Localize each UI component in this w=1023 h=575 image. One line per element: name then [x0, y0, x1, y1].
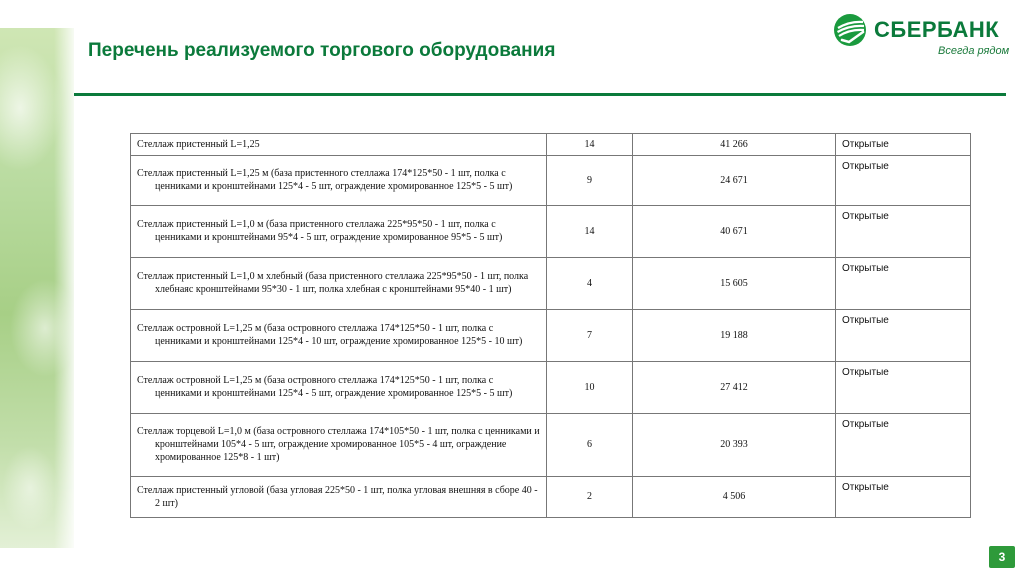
item-qty: 2 [547, 477, 633, 518]
item-qty: 14 [547, 134, 633, 156]
item-name: Стеллаж пристенный L=1,0 м (база пристенного стеллажа 225*95*50 - 1 шт, полка с ценниками и кронштейнами 95*4 - 5 шт, ограждение хромированное 95*5 - 5 шт) [131, 206, 547, 258]
item-name: Стеллаж островной L=1,25 м (база островного стеллажа 174*125*50 - 1 шт, полка с ценниками и кронштейнами 125*4 - 10 шт, ограждение хромированное 125*5 - 10 шт) [131, 310, 547, 362]
item-qty: 7 [547, 310, 633, 362]
item-type: Открытые [836, 362, 971, 414]
table-row [131, 414, 971, 477]
sberbank-logo [832, 12, 1010, 62]
item-price: 20 393 [633, 414, 836, 477]
header-divider [74, 93, 1006, 96]
item-price: 40 671 [633, 206, 836, 258]
page-number-badge: 3 [989, 546, 1015, 568]
item-price: 27 412 [633, 362, 836, 414]
item-price: 24 671 [633, 156, 836, 206]
item-name: Стеллаж пристенный L=1,0 м хлебный (база пристенного стеллажа 225*95*50 - 1 шт, полка хлебнаяс кронштейнами 95*30 - 1 шт, полка хлебная с кронштейнами 95*40 - 1 шт) [131, 258, 547, 310]
item-type: Открытые [836, 156, 971, 206]
item-qty: 9 [547, 156, 633, 206]
item-type: Открытые [836, 134, 971, 156]
item-name: Стеллаж торцевой L=1,0 м (база островного стеллажа 174*105*50 - 1 шт, полка с ценниками и кронштейнами 105*4 - 5 шт, ограждение хромированное 105*5 - 4 шт, ограждение хромированное 125*8 - 1 шт) [131, 414, 547, 477]
item-price: 15 605 [633, 258, 836, 310]
table-row [131, 206, 971, 258]
table-row [131, 310, 971, 362]
item-name: Стеллаж пристенный L=1,25 м (база пристенного стеллажа 174*125*50 - 1 шт, полка с ценниками и кронштейнами 125*4 - 5 шт, ограждение хромированное 125*5 - 5 шт) [131, 156, 547, 206]
table-row [131, 156, 971, 206]
item-name: Стеллаж островной L=1,25 м (база островного стеллажа 174*125*50 - 1 шт, полка с ценниками и кронштейнами 125*4 - 5 шт, ограждение хромированное 125*5 - 5 шт) [131, 362, 547, 414]
equipment-table [130, 133, 971, 518]
item-type: Открытые [836, 310, 971, 362]
item-type: Открытые [836, 414, 971, 477]
item-type: Открытые [836, 258, 971, 310]
decorative-side-strip [0, 28, 74, 548]
item-price: 41 266 [633, 134, 836, 156]
item-qty: 6 [547, 414, 633, 477]
table-row [131, 477, 971, 518]
table-row [131, 134, 971, 156]
item-price: 4 506 [633, 477, 836, 518]
table-row [131, 258, 971, 310]
table-row [131, 362, 971, 414]
item-type: Открытые [836, 206, 971, 258]
item-qty: 14 [547, 206, 633, 258]
item-qty: 4 [547, 258, 633, 310]
item-type: Открытые [836, 477, 971, 518]
item-qty: 10 [547, 362, 633, 414]
sberbank-logo-icon [832, 12, 868, 48]
logo-slogan: Всегда рядом [938, 45, 1010, 57]
item-price: 19 188 [633, 310, 836, 362]
logo-name: СБЕРБАНК [874, 17, 1000, 42]
item-name: Стеллаж пристенный L=1,25 [131, 134, 547, 156]
item-name: Стеллаж пристенный угловой (база угловая 225*50 - 1 шт, полка угловая внешняя в сборе 40 - 2 шт) [131, 477, 547, 518]
page-title: Перечень реализуемого торгового оборудования [88, 40, 556, 61]
